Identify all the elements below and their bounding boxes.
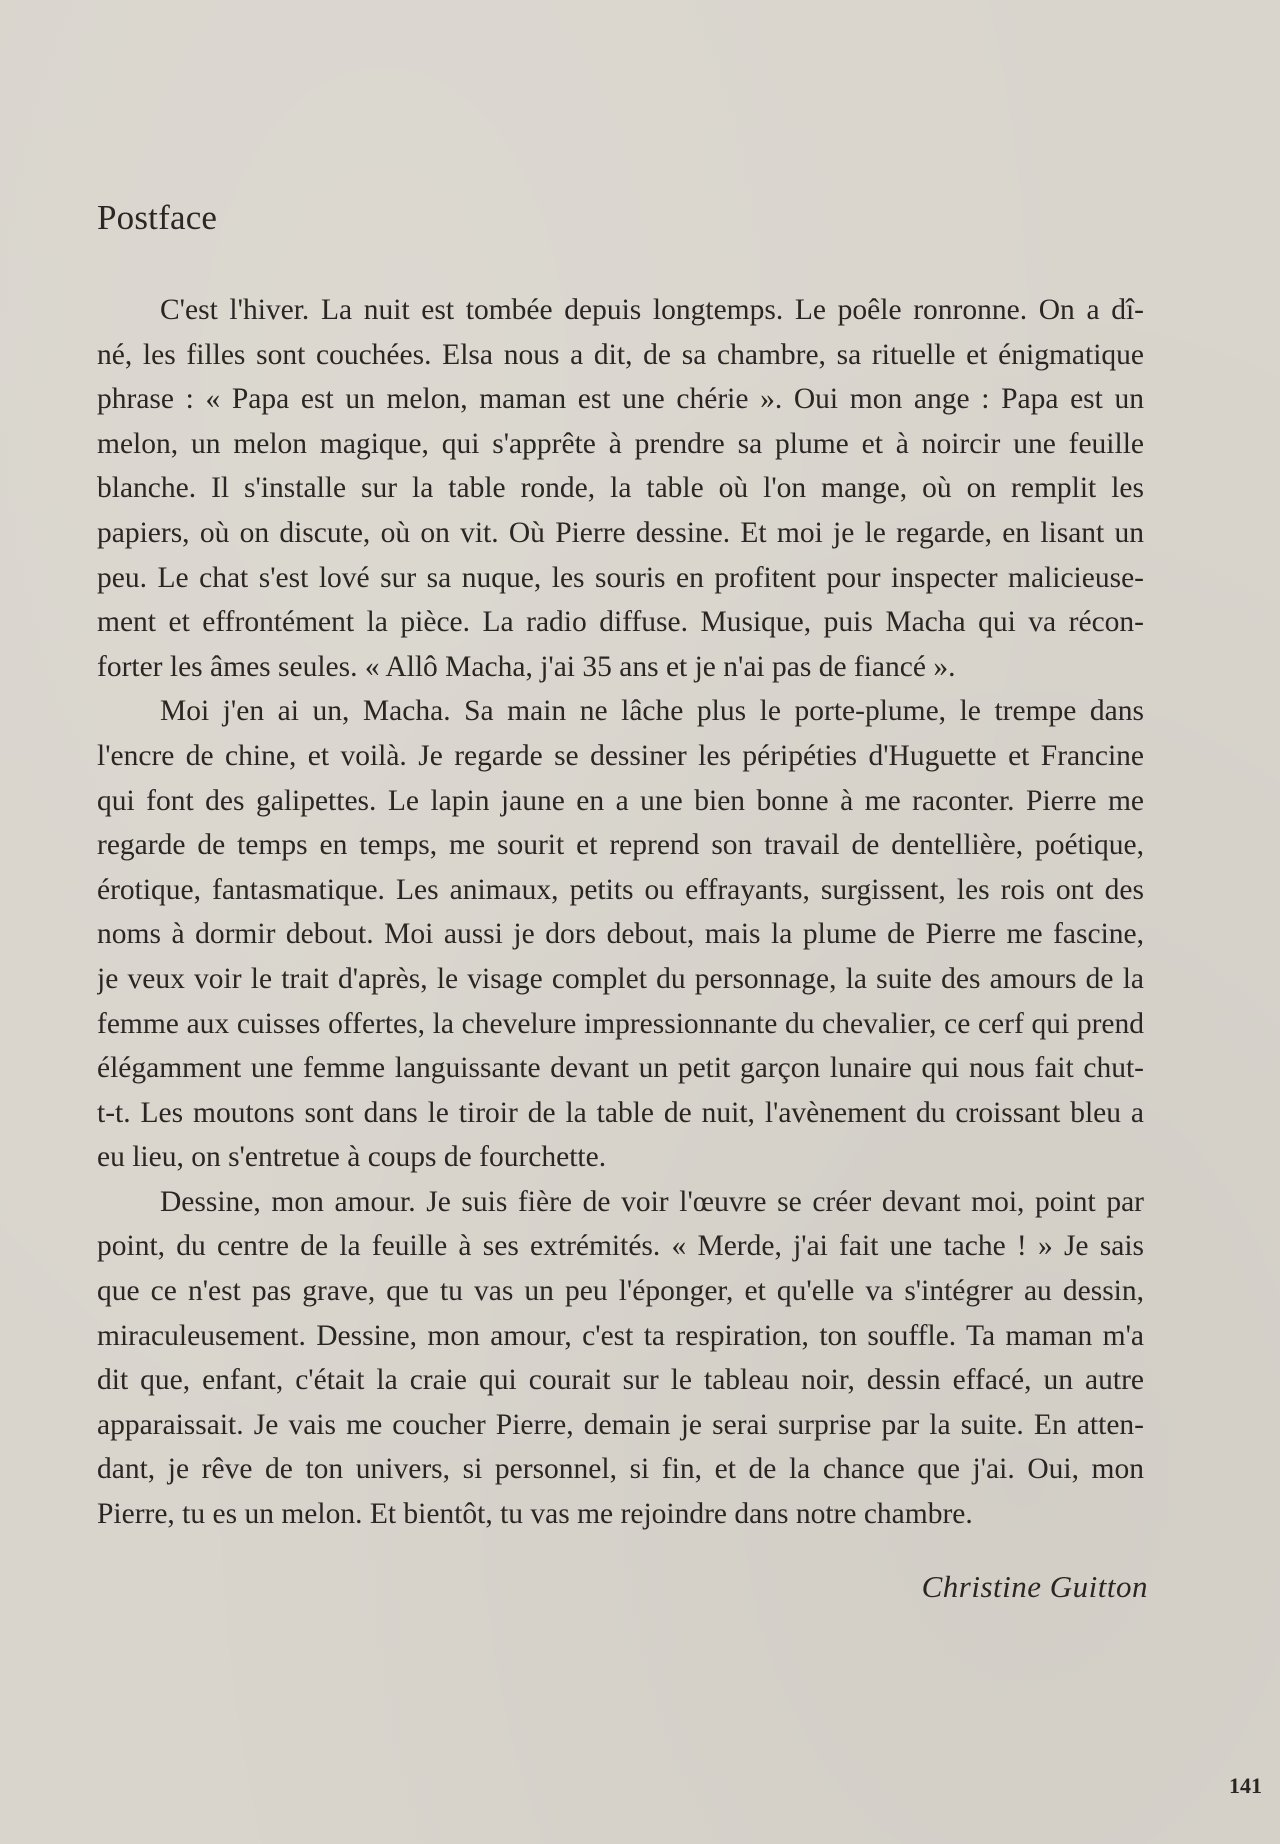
- text-line: dant, je rêve de ton univers, si personnel, si fin, et de la chance que j'ai. Oui, mon: [97, 1453, 1144, 1486]
- page-title: Postface: [97, 198, 218, 237]
- text-line: femme aux cuisses offertes, la chevelure impressionnante du chevalier, ce cerf qui prend: [97, 1007, 1144, 1040]
- text-line: né, les filles sont couchées. Elsa nous a dit, de sa chambre, sa rituelle et énigmatique: [97, 338, 1144, 371]
- text-line: noms à dormir debout. Moi aussi je dors debout, mais la plume de Pierre me fascine,: [97, 918, 1144, 951]
- text-line: forter les âmes seules. « Allô Macha, j'ai 35 ans et je n'ai pas de fiancé ».: [97, 650, 956, 683]
- text-line: Dessine, mon amour. Je suis fière de voir l'œuvre se créer devant moi, point par: [160, 1185, 1144, 1218]
- text-line: peu. Le chat s'est lové sur sa nuque, les souris en profitent pour inspecter malicieuse-: [97, 561, 1144, 594]
- text-line: érotique, fantasmatique. Les animaux, petits ou effrayants, surgissent, les rois ont des: [97, 873, 1144, 906]
- text-line: C'est l'hiver. La nuit est tombée depuis longtemps. Le poêle ronronne. On a dî-: [160, 294, 1144, 326]
- text-line: je veux voir le trait d'après, le visage complet du personnage, la suite des amours de la: [97, 962, 1144, 995]
- text-line: t-t. Les moutons sont dans le tiroir de la table de nuit, l'avènement du croissant bleu a: [97, 1096, 1144, 1129]
- paragraph: [97, 689, 1144, 1180]
- text-line: que ce n'est pas grave, que tu vas un peu l'éponger, et qu'elle va s'intégrer au dessin,: [97, 1275, 1144, 1308]
- postface-body: [97, 288, 1144, 1537]
- page-number: 141: [1229, 1773, 1262, 1798]
- text-line: miraculeusement. Dessine, mon amour, c'est ta respiration, ton souffle. Ta maman m'a: [97, 1319, 1144, 1352]
- text-line: l'encre de chine, et voilà. Je regarde se dessiner les péripéties d'Huguette et Francine: [97, 739, 1144, 772]
- text-line: ment et effrontément la pièce. La radio diffuse. Musique, puis Macha qui va récon-: [97, 606, 1144, 639]
- text-line: phrase : « Papa est un melon, maman est une chérie ». Oui mon ange : Papa est un: [97, 383, 1144, 416]
- text-line: eu lieu, on s'entretue à coups de fourchette.: [97, 1141, 607, 1174]
- text-line: papiers, où on discute, où on vit. Où Pierre dessine. Et moi je le regarde, en lisant un: [97, 516, 1144, 549]
- author-signature: Christine Guitton: [921, 1569, 1148, 1604]
- text-line: qui font des galipettes. Le lapin jaune en a une bien bonne à me raconter. Pierre me: [97, 784, 1144, 817]
- text-line: melon, un melon magique, qui s'apprête à prendre sa plume et à noircir une feuille: [97, 427, 1144, 460]
- text-line: apparaissait. Je vais me coucher Pierre, demain je serai surprise par la suite. En atten-: [97, 1408, 1144, 1441]
- text-line: Pierre, tu es un melon. Et bientôt, tu vas me rejoindre dans notre chambre.: [97, 1498, 973, 1531]
- text-line: point, du centre de la feuille à ses extrémités. « Merde, j'ai fait une tache ! » Je sais: [97, 1230, 1144, 1263]
- paragraph: [97, 288, 1144, 689]
- text-line: blanche. Il s'installe sur la table ronde, la table où l'on mange, où on remplit les: [97, 472, 1144, 505]
- text-line: élégamment une femme languissante devant un petit garçon lunaire qui nous fait chut-: [97, 1052, 1144, 1085]
- text-line: dit que, enfant, c'était la craie qui courait sur le tableau noir, dessin effacé, un autre: [97, 1364, 1144, 1397]
- text-line: regarde de temps en temps, me sourit et reprend son travail de dentellière, poétique,: [97, 829, 1144, 862]
- text-line: Moi j'en ai un, Macha. Sa main ne lâche plus le porte-plume, le trempe dans: [160, 695, 1144, 728]
- paragraph: [97, 1180, 1144, 1537]
